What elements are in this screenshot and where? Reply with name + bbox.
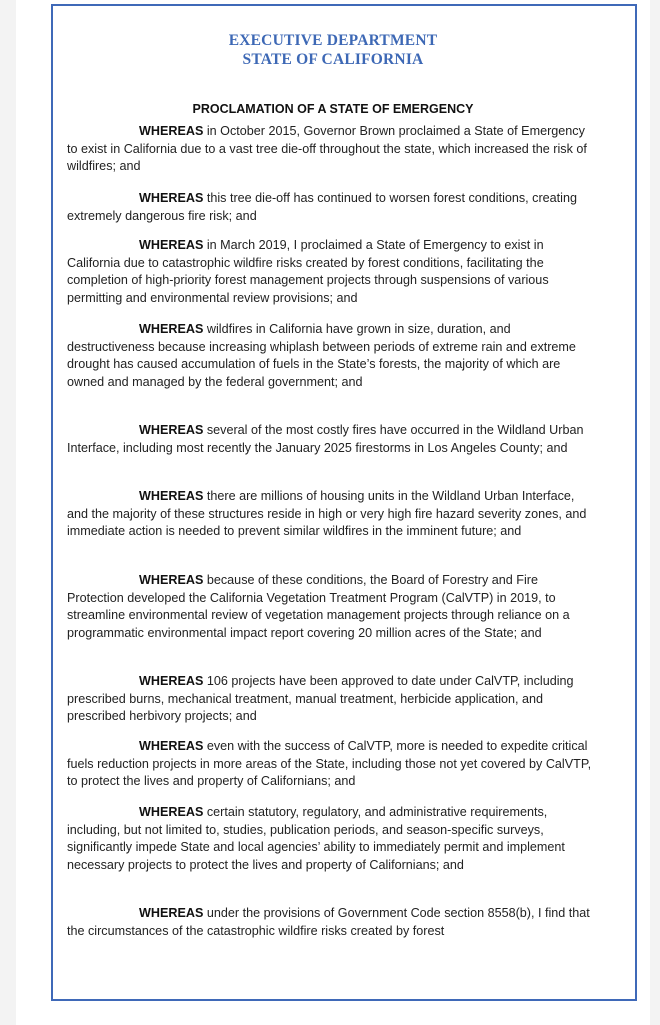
paragraph-text: certain statutory, regulatory, and administrative requirements, including, but not limited to, studies, publication periods, and season-specific surveys, significantly impede State and local agencies’ ability to immediately permit and implement necessary projects to protect the lives and property of Californians; and	[67, 805, 565, 872]
whereas-keyword: WHEREAS	[139, 191, 204, 205]
paragraph-text: under the provisions of Government Code section 8558(b), I find that the circumstances of the catastrophic wildfire risks created by forest	[67, 906, 590, 938]
whereas-keyword: WHEREAS	[139, 238, 204, 252]
whereas-paragraph	[67, 123, 597, 176]
whereas-paragraph	[67, 237, 597, 307]
whereas-keyword: WHEREAS	[139, 674, 204, 688]
paragraph-text: in March 2019, I proclaimed a State of Emergency to exist in California due to catastrophic wildfire risks created by forest conditions, facilitating the completion of high-priority forest management projects through suspensions of various permitting and environmental review provisions; and	[67, 238, 549, 305]
paragraph-text: several of the most costly fires have occurred in the Wildland Urban Interface, including most recently the January 2025 firestorms in Los Angeles County; and	[67, 423, 584, 455]
paragraph-text: in October 2015, Governor Brown proclaimed a State of Emergency to exist in California due to a vast tree die-off throughout the state, which increased the risk of wildfires; and	[67, 124, 587, 174]
whereas-keyword: WHEREAS	[139, 906, 204, 920]
whereas-paragraph	[67, 673, 597, 726]
whereas-keyword: WHEREAS	[139, 124, 204, 138]
document-page	[16, 0, 650, 1025]
paragraph-text: 106 projects have been approved to date under CalVTP, including prescribed burns, mechanical treatment, manual treatment, herbicide application, and prescribed herbivory projects; and	[67, 674, 574, 724]
whereas-keyword: WHEREAS	[139, 489, 204, 503]
paragraph-text: this tree die-off has continued to worsen forest conditions, creating extremely dangerous fire risk; and	[67, 191, 577, 223]
whereas-paragraph	[67, 905, 597, 940]
whereas-keyword: WHEREAS	[139, 573, 204, 587]
whereas-paragraph	[67, 804, 597, 874]
whereas-paragraph	[67, 572, 597, 642]
proclamation-title: PROCLAMATION OF A STATE OF EMERGENCY	[192, 102, 474, 116]
paragraph-text: because of these conditions, the Board of Forestry and Fire Protection developed the California Vegetation Treatment Program (CalVTP) in 2019, to streamline environmental review of vegetation management projects through reliance on a programmatic environmental impact report covering 20 million acres of the State; and	[67, 573, 570, 640]
paragraph-text: there are millions of housing units in the Wildland Urban Interface, and the majority of these structures reside in high or very high fire hazard severity zones, and immediate action is needed to prevent similar wildfires in the imminent future; and	[67, 489, 587, 539]
header-state: STATE OF CALIFORNIA	[242, 51, 424, 68]
whereas-paragraph	[67, 190, 597, 225]
whereas-paragraph	[67, 738, 597, 791]
whereas-paragraph	[67, 488, 597, 541]
paragraph-text: even with the success of CalVTP, more is needed to expedite critical fuels reduction projects in more areas of the State, including those not yet covered by CalVTP, to protect the lives and property of Californians; and	[67, 739, 592, 789]
paragraph-text: wildfires in California have grown in size, duration, and destructiveness because increasing whiplash between periods of extreme rain and extreme drought has caused accumulation of fuels in the State’s forests, the majority of which are owned and managed by the federal government; and	[67, 322, 576, 389]
whereas-keyword: WHEREAS	[139, 805, 204, 819]
header-department: EXECUTIVE DEPARTMENT	[228, 32, 438, 49]
whereas-keyword: WHEREAS	[139, 739, 204, 753]
whereas-keyword: WHEREAS	[139, 423, 204, 437]
whereas-paragraph	[67, 321, 597, 391]
whereas-keyword: WHEREAS	[139, 322, 204, 336]
whereas-paragraph	[67, 422, 597, 457]
